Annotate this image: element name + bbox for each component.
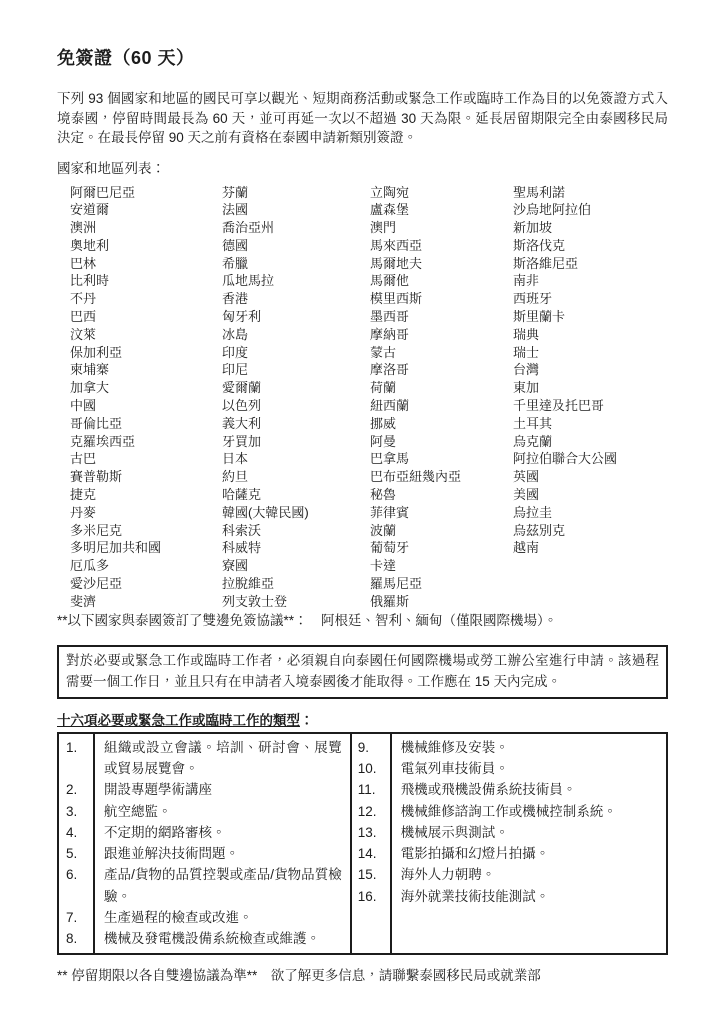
country-item: 土耳其	[513, 415, 553, 431]
country-item: 拉脫維亞	[222, 576, 275, 592]
country-item: 烏拉圭	[513, 504, 553, 520]
country-item: 波蘭	[370, 522, 397, 538]
country-item: 東加	[513, 380, 540, 396]
work-type-number: 12.	[357, 803, 377, 819]
work-type-text: 海外就業技術技能測試。	[400, 888, 550, 904]
work-types-table	[57, 732, 668, 955]
work-type-row	[352, 779, 666, 800]
country-item: 巴布亞紐幾內亞	[370, 469, 462, 485]
bilateral-agreement-note: **以下國家與泰國簽訂了雙邊免簽協議**： 阿根廷、智利、緬甸（僅限國際機場）。	[57, 612, 558, 628]
country-item: 柬埔寨	[70, 362, 110, 378]
work-type-text: 跟進並解決技術問題。	[104, 846, 239, 862]
country-item: 聖馬利諾	[513, 184, 566, 200]
country-item: 哥倫比亞	[70, 415, 123, 431]
country-item: 韓國(大韓民國)	[222, 504, 309, 520]
work-type-text: 機械維修諮詢工作或機械控制系統。	[400, 803, 617, 819]
table-right-half	[350, 734, 666, 953]
work-type-text: 機械展示與測試。	[400, 824, 509, 840]
country-item: 愛爾蘭	[222, 380, 262, 396]
country-item: 多米尼克	[70, 522, 123, 538]
work-type-row	[59, 907, 350, 928]
country-item: 巴西	[70, 309, 97, 325]
work-type-number: 2.	[66, 782, 78, 798]
country-item: 美國	[513, 487, 540, 503]
work-type-text: 航空總監。	[104, 803, 172, 819]
country-item: 約旦	[222, 469, 249, 485]
country-item: 立陶宛	[370, 184, 410, 200]
work-type-text: 機械維修及安裝。	[400, 739, 509, 755]
work-type-row	[59, 864, 350, 907]
country-item: 安道爾	[70, 202, 110, 218]
work-type-row	[59, 822, 350, 843]
work-type-number: 7.	[66, 910, 78, 925]
country-item: 新加坡	[513, 220, 553, 236]
country-column-2	[222, 184, 370, 611]
country-item: 模里西斯	[370, 291, 423, 307]
country-item: 摩納哥	[370, 326, 410, 342]
work-type-number: 6.	[66, 867, 78, 883]
country-item: 日本	[222, 451, 249, 467]
work-type-rows-right	[352, 737, 666, 907]
country-item: 比利時	[70, 273, 110, 289]
work-type-row	[59, 779, 350, 800]
country-column-1	[70, 184, 222, 611]
country-item: 捷克	[70, 487, 97, 503]
country-item: 烏茲別克	[513, 522, 566, 538]
country-item: 瑞典	[513, 326, 540, 342]
work-type-row	[352, 758, 666, 779]
country-item: 斐濟	[70, 593, 97, 609]
work-type-number: 8.	[66, 931, 78, 947]
country-item: 科索沃	[222, 522, 262, 538]
work-type-number: 15.	[357, 867, 377, 883]
work-type-number: 9.	[357, 739, 370, 755]
country-item: 列支敦士登	[222, 593, 288, 609]
country-item: 瑞士	[513, 344, 540, 360]
country-item: 卡達	[370, 558, 397, 574]
country-item: 阿爾巴尼亞	[70, 184, 136, 200]
country-item: 科威特	[222, 540, 262, 556]
work-type-number: 4.	[66, 824, 78, 840]
country-item: 阿拉伯聯合大公國	[513, 451, 618, 467]
boxed-application-note: 對於必要或緊急工作或臨時工作者，必須親自向泰國任何國際機場或勞工辦公室進行申請。該過程需要一個工作日，並且只有在申請者入境泰國後才能取得。工作應在 15 天內完成。	[57, 645, 668, 699]
country-item: 紐西蘭	[370, 398, 410, 414]
country-item: 西班牙	[513, 291, 553, 307]
country-item: 葡萄牙	[370, 540, 410, 556]
country-item: 多明尼加共和國	[70, 540, 162, 556]
column-divider-line	[390, 734, 392, 953]
country-item: 瓜地馬拉	[222, 273, 275, 289]
country-item: 印尼	[222, 362, 249, 378]
work-type-number: 14.	[357, 846, 377, 862]
country-item: 法國	[222, 202, 249, 218]
country-item: 加拿大	[70, 380, 110, 396]
work-type-row	[352, 864, 666, 885]
country-item: 芬蘭	[222, 184, 249, 200]
country-item: 英國	[513, 469, 540, 485]
footer-note: ** 停留期限以各自雙邊協議為準** 欲了解更多信息，請聯繫泰國移民局或就業部	[57, 967, 541, 983]
country-item: 墨西哥	[370, 309, 410, 325]
country-item: 以色列	[222, 398, 262, 414]
table-left-half	[59, 734, 350, 953]
work-type-row	[59, 801, 350, 822]
work-type-text: 產品/貨物的品質控製或產品/貨物品質檢驗。	[104, 867, 342, 904]
country-item: 牙買加	[222, 433, 262, 449]
work-type-number: 11.	[357, 782, 376, 798]
work-type-number: 13.	[357, 824, 377, 840]
country-item: 台灣	[513, 362, 540, 378]
country-item: 匈牙利	[222, 309, 262, 325]
country-item: 澳門	[370, 220, 397, 236]
country-column-4	[513, 184, 668, 611]
country-item: 蒙古	[370, 344, 397, 360]
country-list-grid	[70, 184, 668, 611]
work-types-heading-text: 十六項必要或緊急工作或臨時工作的類型	[57, 712, 300, 728]
country-item: 喬治亞州	[222, 220, 275, 236]
work-types-heading-colon: ：	[300, 712, 314, 728]
country-item: 烏克蘭	[513, 433, 553, 449]
country-item: 斯洛伐克	[513, 237, 566, 253]
country-item: 馬來西亞	[370, 237, 423, 253]
work-type-text: 開設專題學術講座	[104, 782, 212, 798]
work-type-row	[59, 843, 350, 864]
country-item: 馬爾地夫	[370, 255, 423, 271]
country-item: 義大利	[222, 415, 262, 431]
country-item: 盧森堡	[370, 202, 410, 218]
work-type-text: 不定期的網路審核。	[104, 824, 226, 840]
country-item: 千里達及托巴哥	[513, 398, 605, 414]
country-column-3	[370, 184, 513, 611]
work-type-row	[352, 737, 666, 758]
country-item: 克羅埃西亞	[70, 433, 136, 449]
country-item: 賽普勒斯	[70, 469, 123, 485]
work-type-rows-left	[59, 737, 350, 950]
work-type-row	[59, 928, 350, 949]
work-type-number: 3.	[66, 803, 78, 819]
country-item: 澳洲	[70, 220, 97, 236]
country-item: 厄瓜多	[70, 558, 110, 574]
country-item: 斯里蘭卡	[513, 309, 566, 325]
country-item: 中國	[70, 398, 97, 414]
country-item: 古巴	[70, 451, 97, 467]
work-type-row	[59, 737, 350, 780]
country-item: 越南	[513, 540, 540, 556]
country-item: 奧地利	[70, 237, 110, 253]
country-list-label: 國家和地區列表：	[57, 160, 165, 176]
work-type-text: 組織或設立會議。培訓、研討會、展覽或貿易展覽會。	[104, 739, 342, 776]
work-type-number: 1.	[66, 739, 78, 755]
country-item: 汶萊	[70, 326, 97, 342]
country-item: 荷蘭	[370, 380, 397, 396]
country-item: 俄羅斯	[370, 593, 410, 609]
country-item: 丹麥	[70, 504, 97, 520]
work-type-row	[352, 822, 666, 843]
work-type-text: 生產過程的檢查或改進。	[104, 910, 253, 925]
country-item: 寮國	[222, 558, 249, 574]
country-item: 香港	[222, 291, 249, 307]
country-item: 哈薩克	[222, 487, 262, 503]
country-item: 菲律賓	[370, 504, 410, 520]
work-type-text: 機械及發電機設備系統檢查或維護。	[104, 931, 320, 947]
work-type-row	[352, 886, 666, 907]
work-type-row	[352, 801, 666, 822]
country-item: 南非	[513, 273, 540, 289]
column-divider-line	[93, 734, 95, 953]
work-type-number: 5.	[66, 846, 78, 862]
country-item: 馬爾他	[370, 273, 410, 289]
country-item: 巴拿馬	[370, 451, 410, 467]
work-type-number: 16.	[357, 888, 377, 904]
country-item: 保加利亞	[70, 344, 123, 360]
country-item: 巴林	[70, 255, 97, 271]
country-item: 希臘	[222, 255, 249, 271]
work-type-text: 海外人力朝聘。	[400, 867, 496, 883]
work-types-heading	[57, 712, 668, 729]
country-item: 愛沙尼亞	[70, 576, 123, 592]
country-item: 阿曼	[370, 433, 397, 449]
work-type-text: 飛機或飛機設備系統技術員。	[400, 782, 577, 798]
country-item: 秘魯	[370, 487, 397, 503]
page-title: 免簽證（60 天）	[57, 48, 195, 68]
country-item: 羅馬尼亞	[370, 576, 423, 592]
country-item: 不丹	[70, 291, 97, 307]
work-type-number: 10.	[357, 760, 377, 776]
country-item: 德國	[222, 237, 249, 253]
country-item: 摩洛哥	[370, 362, 410, 378]
work-type-text: 電影拍攝和幻燈片拍攝。	[400, 846, 550, 862]
country-item: 挪威	[370, 415, 397, 431]
country-item: 冰島	[222, 326, 249, 342]
work-type-text: 電氣列車技術員。	[400, 760, 509, 776]
country-item: 斯洛維尼亞	[513, 255, 579, 271]
country-item: 沙烏地阿拉伯	[513, 202, 592, 218]
work-type-row	[352, 843, 666, 864]
intro-paragraph: 下列 93 個國家和地區的國民可享以觀光、短期商務活動或緊急工作或臨時工作為目的以免簽證方式入境泰國，停留時間最長為 60 天，並可再延一次以不超過 30 天為限。延長居留期限完全由泰國移民局決定。在最長停留 90 天之前有資格在泰國申請新類別簽證。	[57, 91, 668, 145]
country-item: 印度	[222, 344, 249, 360]
